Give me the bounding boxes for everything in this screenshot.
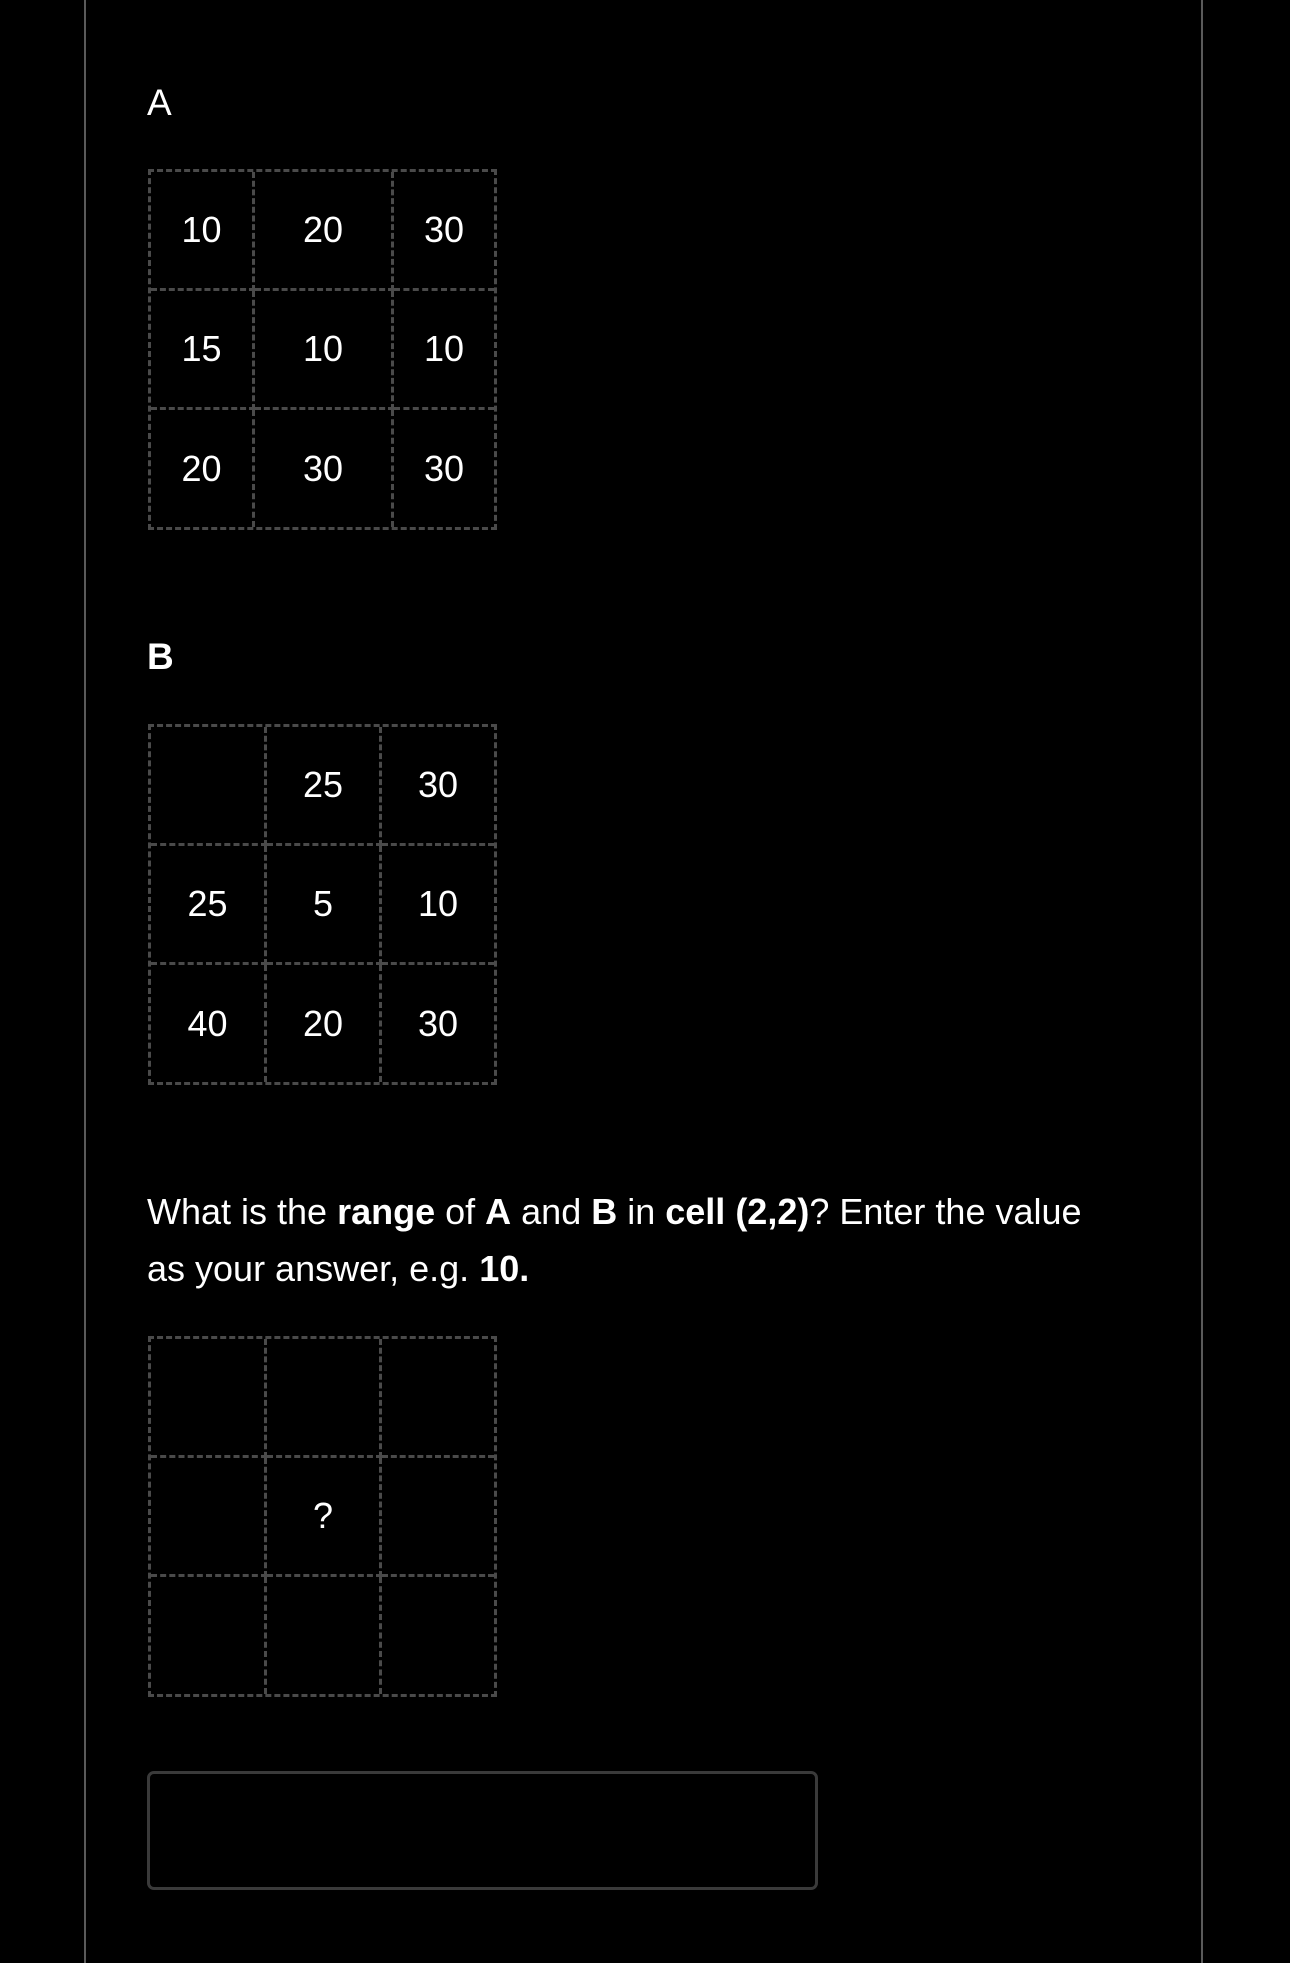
answer-grid-cell-2-1	[151, 1458, 267, 1577]
matrix-a-cell-1-1: 10	[151, 172, 255, 291]
matrix-a-label: A	[147, 82, 172, 123]
answer-grid-cell-1-3	[382, 1339, 494, 1458]
matrix-a-cell-1-3: 30	[394, 172, 494, 291]
answer-grid-cell-3-3	[382, 1577, 494, 1694]
question-part: in	[617, 1191, 666, 1232]
matrix-b-cell-2-2: 5	[267, 846, 382, 965]
matrix-b-cell-3-2: 20	[267, 965, 382, 1082]
question-emphasis-cell: cell (2,2)	[665, 1191, 810, 1232]
answer-grid-target-cell: ?	[267, 1458, 382, 1577]
question-emphasis-example: 10.	[479, 1248, 530, 1289]
question-emphasis-range: range	[337, 1191, 436, 1232]
question-part: What is the	[147, 1191, 338, 1232]
answer-grid-cell-3-2	[267, 1577, 382, 1694]
matrix-b-cell-1-3: 30	[382, 727, 494, 846]
answer-grid-cell-2-3	[382, 1458, 494, 1577]
matrix-b-cell-3-3: 30	[417, 1002, 459, 1044]
matrix-a-grid	[148, 169, 497, 530]
matrix-b-cell-3-1: 40	[151, 965, 267, 1082]
matrix-b-cell-1-2: 25	[267, 727, 382, 846]
question-emphasis-b: B	[591, 1191, 618, 1232]
matrix-a-cell-3-2: 30	[255, 410, 394, 527]
matrix-b-grid	[148, 724, 497, 1085]
matrix-a-cell-3-1: 20	[151, 410, 255, 527]
answer-grid-cell-1-2	[267, 1339, 382, 1458]
matrix-b-cell-2-1: 25	[151, 846, 267, 965]
answer-input[interactable]	[147, 1771, 818, 1890]
question-part: of	[435, 1191, 486, 1232]
answer-grid-cell-1-1	[151, 1339, 267, 1458]
question-part: and	[511, 1191, 592, 1232]
matrix-b-cell-2-3: 10	[382, 846, 494, 965]
question-text	[147, 1183, 1127, 1297]
matrix-a-cell-1-2: 20	[255, 172, 394, 291]
matrix-a-cell-3-3: 30	[423, 447, 465, 489]
matrix-a-cell-2-1: 15	[151, 291, 255, 410]
answer-grid-cell-3-1	[151, 1577, 267, 1694]
matrix-b-label: B	[147, 636, 174, 677]
answer-grid	[148, 1336, 497, 1697]
matrix-b-cell-1-1	[151, 727, 267, 846]
question-emphasis-a: A	[485, 1191, 512, 1232]
matrix-a-cell-2-3: 10	[394, 291, 494, 410]
matrix-a-cell-2-2: 10	[255, 291, 394, 410]
question-part: ? Enter the value as your answer, e.g.	[147, 1191, 1082, 1289]
